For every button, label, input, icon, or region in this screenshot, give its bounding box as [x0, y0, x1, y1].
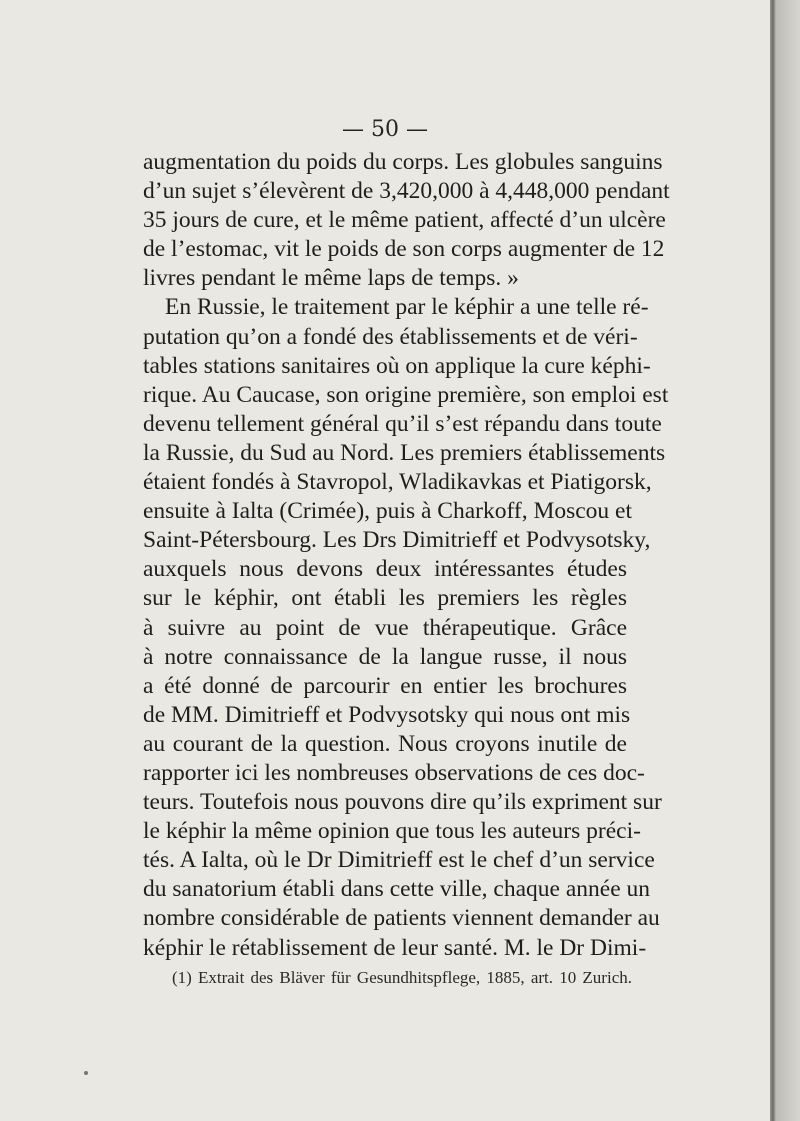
text-line: du sanatorium établi dans cette ville, chaque année un: [143, 876, 651, 903]
text-line: de l’estomac, vit le poids de son corps augmenter de 12: [143, 236, 665, 263]
text-line: tables stations sanitaires où on applique la cure képhi-: [143, 352, 651, 379]
text-line: étaient fondés à Stavropol, Wladikavkas et Piatigorsk,: [143, 469, 652, 496]
text-line: le képhir la même opinion que tous les auteurs préci-: [143, 818, 641, 845]
text-line: de MM. Dimitrieff et Podvysotsky qui nous ont mis: [143, 701, 631, 728]
text-line: devenu tellement général qu’il s’est répandu dans toute: [143, 410, 662, 437]
text-line: au courant de la question. Nous croyons inutile de: [143, 730, 627, 757]
text-line: à suivre au point de vue thérapeutique. Grâce: [143, 614, 627, 641]
text-line: putation qu’on a fondé des établissements et de véri-: [143, 323, 638, 350]
text-line: Saint-Pétersbourg. Les Drs Dimitrieff et Podvysotsky,: [143, 527, 651, 554]
paper-speck: [84, 1071, 88, 1075]
text-line: tés. A Ialta, où le Dr Dimitrieff est le chef d’un service: [143, 847, 655, 874]
body-text: [143, 148, 670, 963]
text-line: augmentation du poids du corps. Les globules sanguins: [143, 149, 663, 175]
text-line: auxquels nous devons deux intéressantes études: [143, 556, 627, 583]
text-line: ensuite à Ialta (Crimée), puis à Charkoff, Moscou et: [143, 498, 633, 525]
text-line: livres pendant le même laps de temps. »: [143, 265, 519, 292]
text-line: sur le képhir, ont établi les premiers les règles: [143, 585, 627, 612]
text-line: En Russie, le traitement par le képhir a une telle ré-: [165, 294, 649, 321]
page-number: — 50 —: [342, 117, 428, 142]
text-line: rique. Au Caucase, son origine première, son emploi est: [143, 381, 669, 408]
text-line: rapporter ici les nombreuses observations de ces doc-: [143, 759, 645, 786]
text-line: 35 jours de cure, et le même patient, affecté d’un ulcère: [143, 207, 666, 234]
text-line: la Russie, du Sud au Nord. Les premiers établissements: [143, 439, 666, 466]
text-line: d’un sujet s’élevèrent de 3,420,000 à 4,448,000 pendant: [143, 178, 670, 205]
page-edge: [770, 0, 800, 1121]
text-line: a été donné de parcourir en entier les brochures: [143, 672, 627, 699]
text-line: nombre considérable de patients viennent demander au: [143, 905, 660, 932]
text-line: à notre connaissance de la langue russe, il nous: [143, 643, 627, 670]
text-line: képhir le rétablissement de leur santé. M. le Dr Dimi-: [143, 934, 647, 961]
footnote: (1) Extrait des Bläver für Gesundhitspflege, 1885, art. 10 Zurich.: [172, 968, 632, 987]
text-line: teurs. Toutefois nous pouvons dire qu’ils expriment sur: [143, 789, 662, 816]
